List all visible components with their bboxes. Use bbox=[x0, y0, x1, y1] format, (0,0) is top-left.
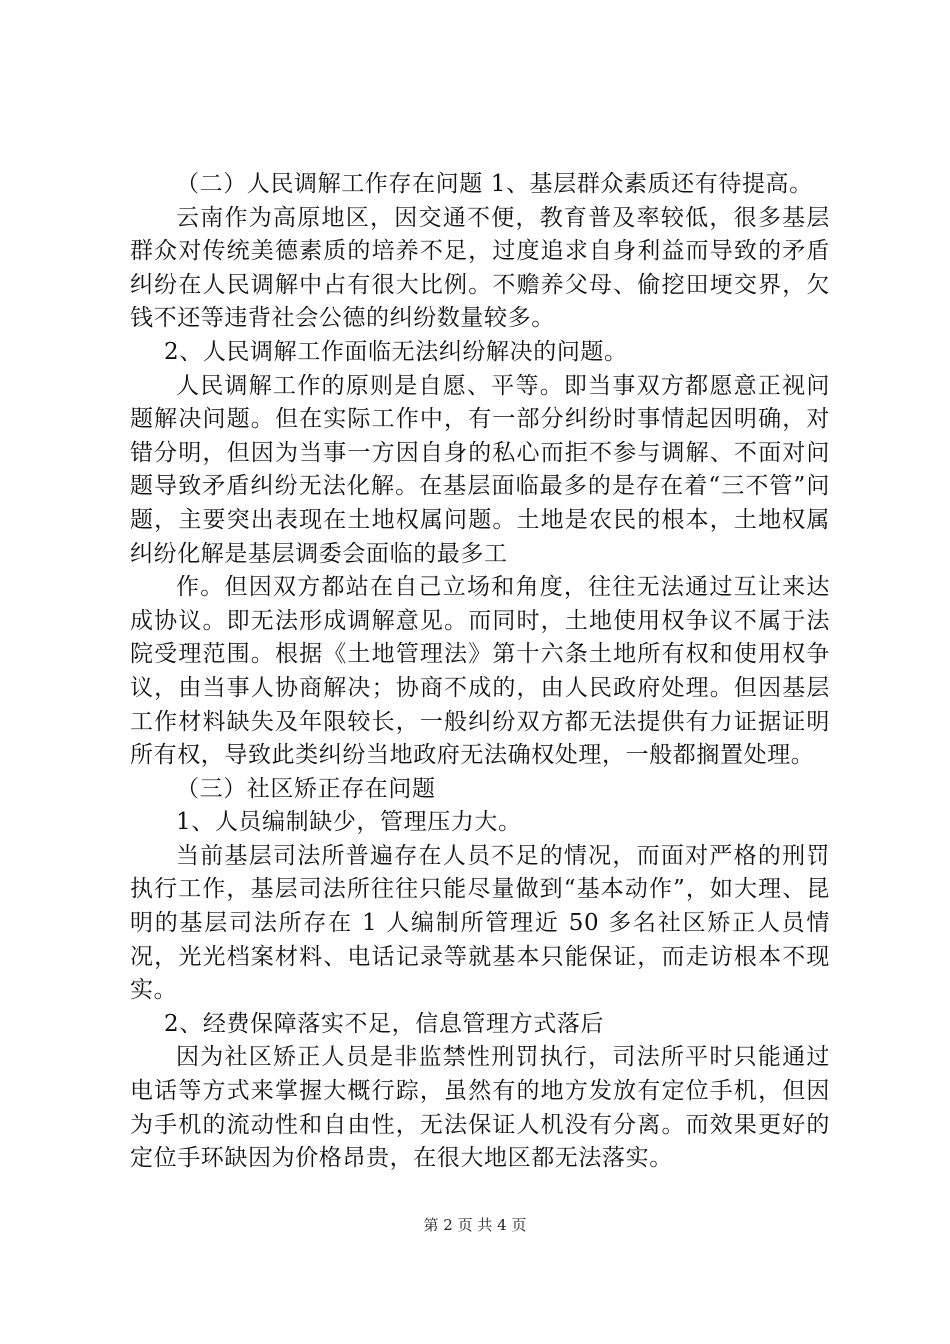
paragraph-mediation-principles: 人民调解工作的原则是自愿、平等。即当事双方都愿意正视问题解决问题。但在实际工作中，有一部分纠纷时事情起因明确，对错分明，但因为当事一方因自身的私心而拒不参与调解、不面对问题导致矛盾纠纷无法化解。在基层面临最多的是存在着“三不管”问题，主要突出表现在土地权属问题。土地是农民的根本，土地权属纠纷化解是基层调委会面临的最多工 bbox=[130, 372, 830, 567]
subheading-staffing-shortage: 1、人员编制缺少，管理压力大。 bbox=[176, 809, 522, 836]
page-footer: 第 2 页 共 4 页 bbox=[423, 1216, 527, 1234]
subheading-funding-shortage: 2、经费保障落实不足，信息管理方式落后 bbox=[164, 1010, 605, 1037]
section-heading-community-correction: （三）社区矫正存在问题 bbox=[176, 775, 436, 802]
paragraph-land-rights: 作。但因双方都站在自己立场和角度，往往无法通过互让来达成协议。即无法形成调解意见。而同时，土地使用权争议不属于法院受理范围。根据《土地管理法》第十六条土地所有权和使用权争议，由当事人协商解决；协商不成的，由人民政府处理。但因基层工作材料缺失及年限较长，一般纠纷双方都无法提供有力证据证明所有权，导致此类纠纷当地政府无法确权处理，一般都搁置处理。 bbox=[130, 574, 830, 769]
paragraph-tracking-details: 因为社区矫正人员是非监禁性刑罚执行，司法所平时只能通过电话等方式来掌握大概行踪，虽然有的地方发放有定位手机，但因为手机的流动性和自由性，无法保证人机没有分离。而效果更好的定位手环缺因为价格昂贵，在很大地区都无法落实。 bbox=[130, 1044, 830, 1172]
document-body bbox=[130, 168, 830, 1176]
subheading-unresolvable-disputes: 2、人民调解工作面临无法纠纷解决的问题。 bbox=[164, 338, 628, 365]
section-heading-mediation-problems: （二）人民调解工作存在问题 1、基层群众素质还有待提高。 bbox=[176, 171, 813, 197]
paragraph-staffing-details: 当前基层司法所普遍存在人员不足的情况，而面对严格的刑罚执行工作，基层司法所往往只能尽量做到“基本动作”，如大理、昆明的基层司法所存在 1 人编制所管理近 50 多名社区矫正人员情况，光光档案材料、电话记录等就基本只能保证，而走访根本不现实。 bbox=[130, 842, 830, 1004]
paragraph-yunnan-quality: 云南作为高原地区，因交通不便，教育普及率较低，很多基层群众对传统美德素质的培养不足，过度追求自身利益而导致的矛盾纠纷在人民调解中占有很大比例。不赡养父母、偷挖田埂交界，欠钱不还等违背社会公德的纠纷数量较多。 bbox=[130, 204, 830, 332]
